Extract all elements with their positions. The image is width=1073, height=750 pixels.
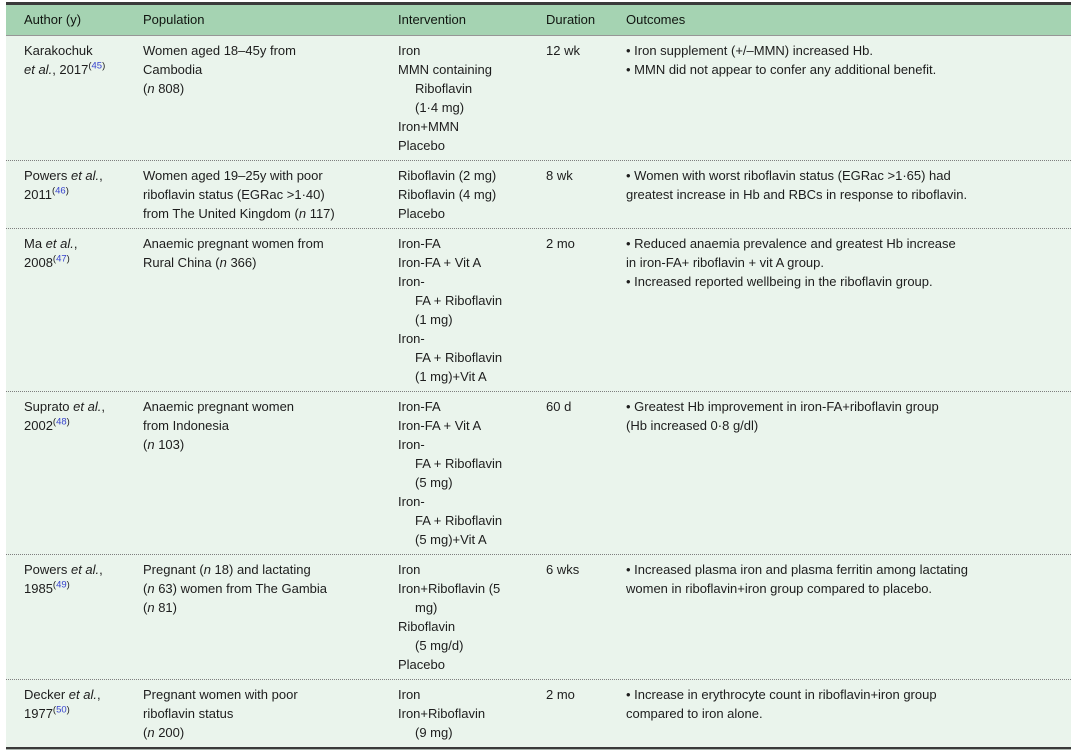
- outcome-bullet: • Reduced anaemia prevalence and greatest Hb increase: [626, 236, 956, 251]
- duration-value: 6 wks: [546, 562, 580, 577]
- duration-cell: [546, 685, 626, 742]
- population-cell: [143, 560, 398, 674]
- population-line: (n 200): [143, 725, 185, 740]
- intervention-line: Iron+Riboflavin (5: [398, 581, 501, 596]
- intervention-line: FA + Riboflavin: [415, 350, 503, 365]
- outcome-bullet: • MMN did not appear to confer any additional benefit.: [626, 62, 937, 77]
- citation-ref[interactable]: (45): [88, 60, 106, 72]
- intervention-cell: [398, 234, 546, 386]
- intervention-line: Iron-FA: [398, 236, 441, 251]
- outcomes-cell: [626, 234, 1071, 386]
- intervention-line: (1 mg): [415, 312, 453, 327]
- outcomes-cell: [626, 41, 1071, 155]
- author-line: 2008$^{(47)}$: [24, 253, 70, 270]
- intervention-line: Iron: [398, 43, 421, 58]
- duration-cell: [546, 397, 626, 549]
- intervention-line: FA + Riboflavin: [415, 456, 503, 471]
- population-line: Rural China (n 366): [143, 255, 257, 270]
- population-line: Anaemic pregnant women: [143, 399, 295, 414]
- intervention-line: (5 mg/d): [415, 638, 464, 653]
- population-line: Women aged 18–45y from: [143, 43, 296, 58]
- intervention-line: (9 mg): [415, 725, 453, 740]
- outcome-bullet: • Increased reported wellbeing in the riboflavin group.: [626, 274, 933, 289]
- population-cell: [143, 397, 398, 549]
- table-row: [6, 554, 1071, 679]
- table-row: [6, 391, 1071, 554]
- intervention-line: Iron-: [398, 331, 425, 346]
- population-line: Pregnant (n 18) and lactating: [143, 562, 311, 577]
- outcomes-cell: [626, 166, 1071, 223]
- population-cell: [143, 234, 398, 386]
- column-header-population: Population: [143, 12, 205, 27]
- author-line: Decker et al.,: [24, 687, 101, 702]
- intervention-line: Riboflavin: [398, 619, 456, 634]
- outcomes-cell: [626, 560, 1071, 674]
- outcome-bullet: • Iron supplement (+/–MMN) increased Hb.: [626, 43, 873, 58]
- population-line: Cambodia: [143, 62, 203, 77]
- intervention-line: Placebo: [398, 657, 445, 672]
- author-line: 2002$^{(48)}$: [24, 416, 70, 433]
- intervention-line: Iron-: [398, 437, 425, 452]
- outcome-bullet-continuation: in iron-FA+ riboflavin + vit A group.: [626, 255, 824, 270]
- duration-value: 60 d: [546, 399, 572, 414]
- intervention-line: Placebo: [398, 206, 445, 221]
- intervention-line: Riboflavin: [415, 81, 473, 96]
- population-line: from Indonesia: [143, 418, 229, 433]
- intervention-cell: [398, 685, 546, 742]
- intervention-line: Iron-FA + Vit A: [398, 418, 482, 433]
- table-row: [6, 160, 1071, 228]
- intervention-line: FA + Riboflavin: [415, 513, 503, 528]
- outcome-bullet: • Women with worst riboflavin status (EGRac >1·65) had: [626, 168, 951, 183]
- table-row: [6, 228, 1071, 391]
- author-line: Powers et al.,: [24, 168, 103, 183]
- intervention-line: Iron-: [398, 494, 425, 509]
- population-line: riboflavin status (EGRac >1·40): [143, 187, 325, 202]
- author-cell: [6, 685, 143, 742]
- intervention-line: (1 mg)+Vit A: [415, 369, 487, 384]
- column-header-author: Author (y): [24, 12, 82, 27]
- duration-cell: [546, 560, 626, 674]
- column-header-intervention: Intervention: [398, 12, 466, 27]
- intervention-line: Riboflavin (2 mg): [398, 168, 497, 183]
- citation-ref[interactable]: (48): [52, 416, 70, 428]
- duration-value: 2 mo: [546, 236, 575, 251]
- outcomes-cell: [626, 685, 1071, 742]
- outcome-bullet-continuation: (Hb increased 0·8 g/dl): [626, 418, 759, 433]
- outcome-bullet-continuation: greatest increase in Hb and RBCs in response to riboflavin.: [626, 187, 968, 202]
- author-line: Powers et al.,: [24, 562, 103, 577]
- intervention-cell: [398, 41, 546, 155]
- table-body: [6, 36, 1071, 747]
- intervention-line: Riboflavin (4 mg): [398, 187, 497, 202]
- author-line: Suprato et al.,: [24, 399, 105, 414]
- population-line: riboflavin status: [143, 706, 234, 721]
- duration-cell: [546, 41, 626, 155]
- intervention-line: mg): [415, 600, 438, 615]
- population-cell: [143, 685, 398, 742]
- population-line: (n 63) women from The Gambia: [143, 581, 328, 596]
- outcome-bullet: • Increase in erythrocyte count in riboflavin+iron group: [626, 687, 937, 702]
- intervention-line: Iron+MMN: [398, 119, 460, 134]
- duration-cell: [546, 166, 626, 223]
- duration-value: 2 mo: [546, 687, 575, 702]
- intervention-line: FA + Riboflavin: [415, 293, 503, 308]
- author-cell: [6, 397, 143, 549]
- intervention-line: Iron-: [398, 274, 425, 289]
- intervention-line: Iron-FA + Vit A: [398, 255, 482, 270]
- column-header-outcomes: Outcomes: [626, 12, 686, 27]
- study-summary-table: [6, 2, 1071, 747]
- author-line: 1985$^{(49)}$: [24, 579, 70, 596]
- table-row: [6, 679, 1071, 747]
- population-line: Women aged 19–25y with poor: [143, 168, 323, 183]
- author-line: 1977$^{(50)}$: [24, 704, 70, 721]
- intervention-line: Iron-FA: [398, 399, 441, 414]
- intervention-line: (5 mg): [415, 475, 453, 490]
- outcome-bullet-continuation: women in riboflavin+iron group compared to placebo.: [626, 581, 933, 596]
- author-line: Karakochuk: [24, 43, 93, 58]
- intervention-line: Iron+Riboflavin: [398, 706, 486, 721]
- intervention-cell: [398, 166, 546, 223]
- author-line: 2011$^{(46)}$: [24, 185, 69, 202]
- outcomes-cell: [626, 397, 1071, 549]
- population-line: from The United Kingdom (n 117): [143, 206, 335, 221]
- duration-cell: [546, 234, 626, 386]
- citation-ref[interactable]: (46): [51, 185, 69, 197]
- intervention-line: Placebo: [398, 138, 445, 153]
- duration-value: 12 wk: [546, 43, 580, 58]
- author-line: et al., 2017$^{(45)}$: [24, 60, 106, 77]
- population-line: (n 81): [143, 600, 177, 615]
- author-cell: [6, 234, 143, 386]
- intervention-line: Iron: [398, 687, 421, 702]
- column-header-duration: Duration: [546, 12, 596, 27]
- population-cell: [143, 166, 398, 223]
- intervention-cell: [398, 560, 546, 674]
- citation-ref[interactable]: (50): [52, 704, 70, 716]
- population-line: (n 103): [143, 437, 185, 452]
- duration-value: 8 wk: [546, 168, 573, 183]
- author-cell: [6, 166, 143, 223]
- table-row: [6, 36, 1071, 160]
- citation-ref[interactable]: (49): [52, 579, 70, 591]
- population-cell: [143, 41, 398, 155]
- intervention-line: Iron: [398, 562, 421, 577]
- outcome-bullet: • Increased plasma iron and plasma ferritin among lactating: [626, 562, 969, 577]
- table-header-row: [6, 5, 1071, 36]
- intervention-cell: [398, 397, 546, 549]
- population-line: Pregnant women with poor: [143, 687, 298, 702]
- intervention-line: MMN containing: [398, 62, 492, 77]
- intervention-line: (5 mg)+Vit A: [415, 532, 487, 547]
- author-cell: [6, 41, 143, 155]
- intervention-line: (1·4 mg): [415, 100, 465, 115]
- author-cell: [6, 560, 143, 674]
- author-line: Ma et al.,: [24, 236, 78, 251]
- citation-ref[interactable]: (47): [52, 253, 70, 265]
- population-line: (n 808): [143, 81, 185, 96]
- population-line: Anaemic pregnant women from: [143, 236, 324, 251]
- outcome-bullet: • Greatest Hb improvement in iron-FA+riboflavin group: [626, 399, 939, 414]
- outcome-bullet-continuation: compared to iron alone.: [626, 706, 763, 721]
